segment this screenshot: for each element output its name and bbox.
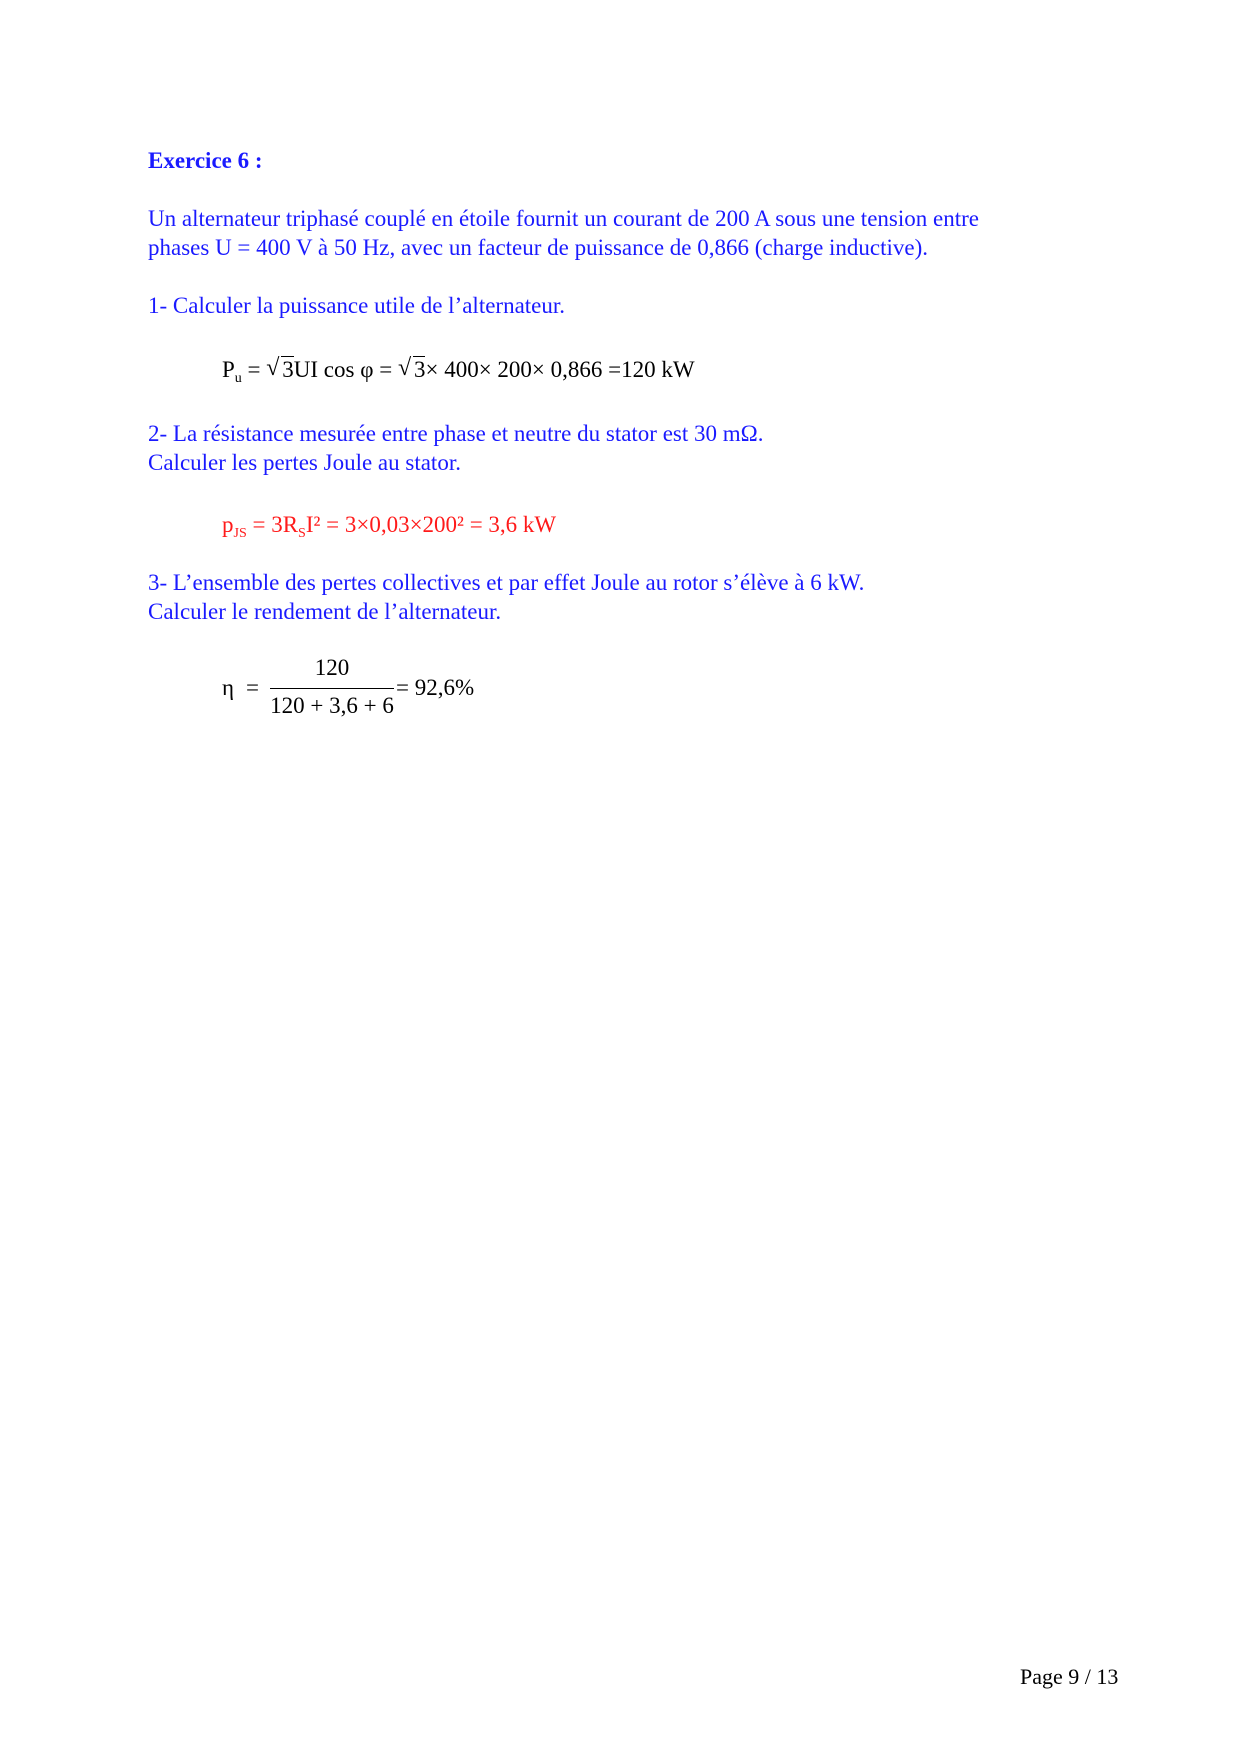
formula-lhs: P (222, 357, 235, 382)
answer-rest: I² = 3×0,03×200² = 3,6 kW (305, 512, 557, 537)
fraction-bar (270, 688, 394, 689)
formula-part-2: × 400× 200× 0,866 =120 kW (425, 357, 695, 382)
formula-useful-power (222, 356, 695, 393)
formula-equals: = (241, 357, 267, 382)
fraction-numerator: 120 (314, 655, 350, 680)
sqrt-symbol-2: √ 3 (397, 355, 426, 382)
eta-symbol: η (222, 675, 235, 700)
answer-p: p (222, 512, 234, 537)
question-1: 1- Calculer la puissance utile de l’alternateur. (148, 293, 566, 318)
intro-line-2: phases U = 400 V à 50 Hz, avec un facteur de puissance de 0,866 (charge inductive). (148, 235, 929, 260)
exercise-title: Exercice 6 : (148, 148, 263, 173)
question-2-line-1: 2- La résistance mesurée entre phase et neutre du stator est 30 mΩ. (148, 421, 764, 446)
efficiency-equals: = (246, 675, 259, 700)
answer-joule-losses (222, 511, 556, 548)
intro-line-1: Un alternateur triphasé couplé en étoile fournit un courant de 200 A sous une tension entre (148, 206, 979, 231)
answer-r-subscript: S (298, 526, 306, 541)
efficiency-result: = 92,6% (396, 675, 475, 700)
sqrt-symbol-1: √ 3 (266, 355, 294, 382)
fraction-denominator: 120 + 3,6 + 6 (270, 693, 394, 718)
answer-eq: = 3R (246, 512, 299, 537)
formula-lhs-subscript: u (234, 371, 242, 386)
question-2-line-2: Calculer les pertes Joule au stator. (148, 450, 461, 475)
question-3-line-2: Calculer le rendement de l’alternateur. (148, 599, 502, 624)
question-3-line-1: 3- L’ensemble des pertes collectives et par effet Joule au rotor s’élève à 6 kW. (148, 570, 865, 595)
page-number: Page 9 / 13 (1020, 1664, 1119, 1689)
answer-p-subscript: JS (233, 526, 247, 541)
formula-part-1: UI cos φ = (293, 357, 398, 382)
